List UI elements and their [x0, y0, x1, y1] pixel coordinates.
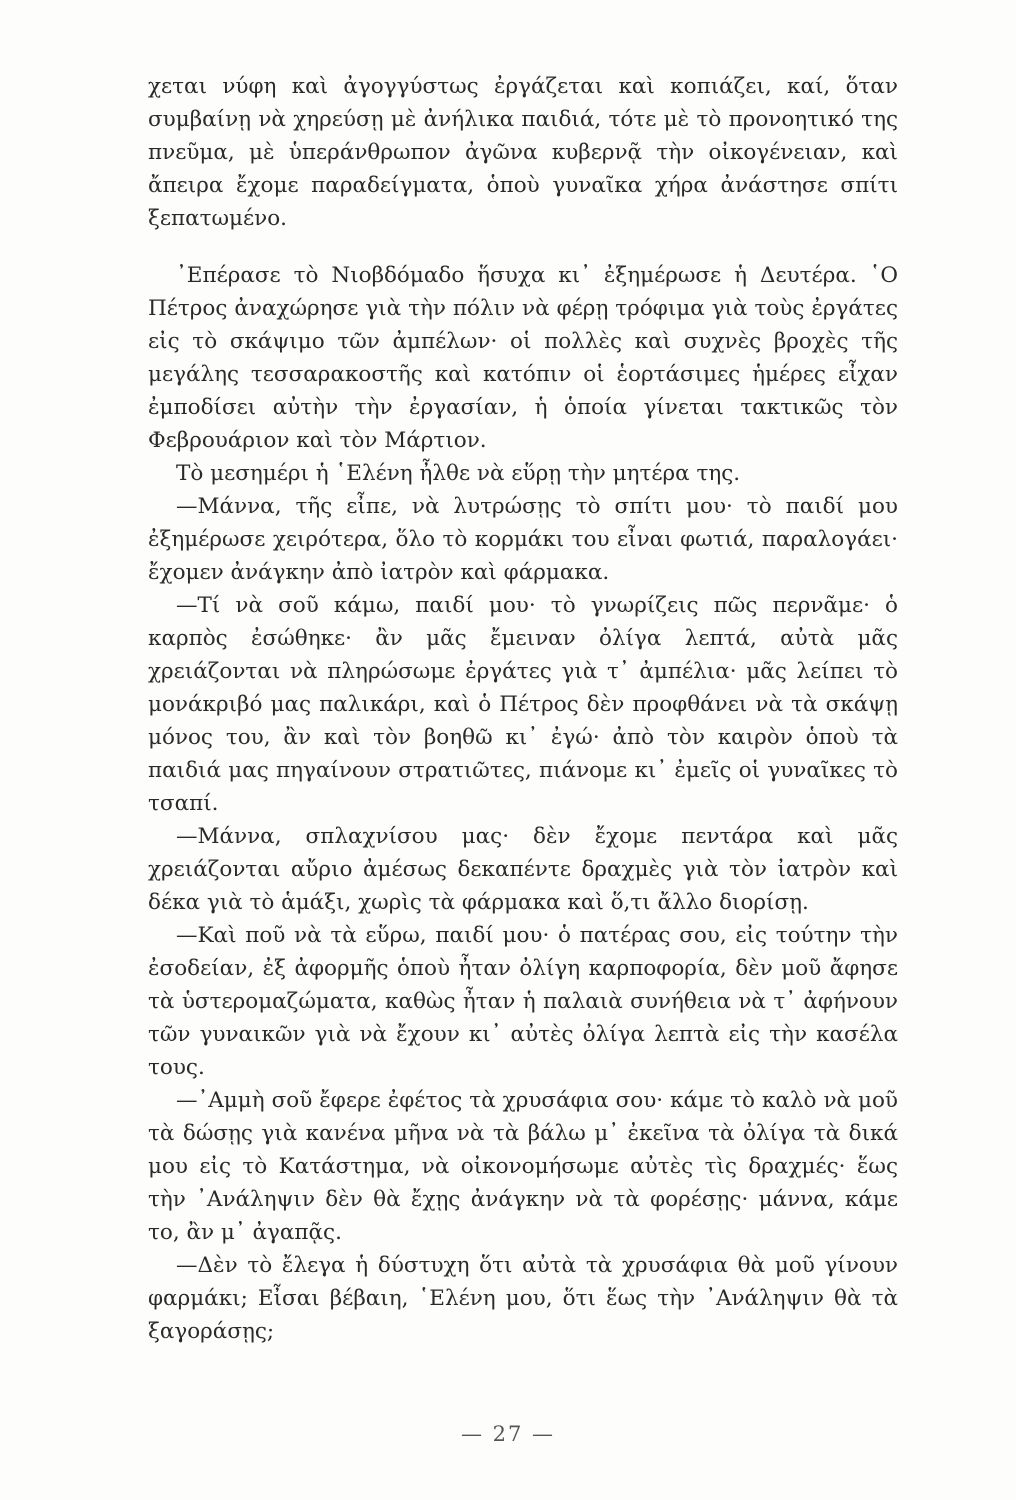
dialogue-paragraph: —᾽Αμμὴ σοῦ ἔφερε ἐφέτος τὰ χρυσάφια σου· κάμε τὸ καλὸ νὰ μοῦ τὰ δώσῃς γιὰ κανένα μῆνα νὰ τὰ βάλω μ᾽ ἐκεῖνα τὰ ὀλίγα τὰ δικά μου εἰς τὸ Κατάστημα, νὰ οἰκονομήσωμε αὐτὲς τὶς δραχμές· ἕως τὴν ᾽Ανάληψιν δὲν θὰ ἔχῃς ἀνάγκην νὰ τὰ φορέσῃς· μάννα, κάμε το, ἂν μ᾽ ἀγαπᾷς. [148, 1088, 898, 1245]
dialogue-paragraph: —Μάννα, τῆς εἶπε, νὰ λυτρώσῃς τὸ σπίτι μου· τὸ παιδί μου ἐξημέρωσε χειρότερα, ὅλο τὸ κορμάκι του εἶναι φωτιά, παραλογάει· ἔχομεν ἀνάγκην ἀπὸ ἰατρὸν καὶ φάρμακα. [148, 494, 898, 585]
dialogue-paragraph: —Καὶ ποῦ νὰ τὰ εὕρω, παιδί μου· ὁ πατέρας σου, εἰς τούτην τὴν ἐσοδείαν, ἐξ ἀφορμῆς ὁποὺ ἦταν ὀλίγη καρποφορία, δὲν μοῦ ἄφησε τὰ ὑστερομαζώματα, καθὼς ἦταν ἡ παλαιὰ συνήθεια νὰ τ᾽ ἀφήνουν τῶν γυναικῶν γιὰ νὰ ἔχουν κι᾽ αὐτὲς ὀλίγα λεπτὰ εἰς τὴν κασέλα τους. [148, 923, 898, 1080]
page-number: — 27 — [460, 1422, 556, 1446]
paragraph-continuation: χεται νύφη καὶ ἀγογγύστως ἐργάζεται καὶ κοπιάζει, καί, ὅταν συμβαίνῃ νὰ χηρεύσῃ μὲ ἀνήλικα παιδιά, τότε μὲ τὸ προνοητικό της πνεῦμα, μὲ ὑπεράνθρωπον ἀγῶνα κυβερνᾷ τὴν οἰκογένειαν, καὶ ἄπειρα ἔχομε παραδείγματα, ὁποὺ γυναῖκα χήρα ἀνάστησε σπίτι ξεπατωμένο. [148, 74, 898, 231]
paragraph: Τὸ μεσημέρι ἡ ῾Ελένη ἦλθε νὰ εὕρῃ τὴν μητέρα της. [176, 461, 741, 486]
body-text [148, 70, 898, 1348]
paragraph: ᾽Επέρασε τὸ Νιοβδόμαδο ἥσυχα κι᾽ ἐξημέρωσε ἡ Δευτέρα. ῾Ο Πέτρος ἀναχώρησε γιὰ τὴν πόλιν νὰ φέρῃ τρόφιμα γιὰ τοὺς ἐργάτες εἰς τὸ σκάψιμο τῶν ἀμπέλων· οἱ πολλὲς καὶ συχνὲς βροχὲς τῆς μεγάλης τεσσαρακοστῆς καὶ κατόπιν οἱ ἑορτάσιμες ἡμέρες εἶχαν ἐμποδίσει αὐτὴν τὴν ἐργασίαν, ἡ ὁποία γίνεται τακτικῶς τὸν Φεβρουάριον καὶ τὸν Μάρτιον. [148, 263, 898, 453]
dialogue-paragraph: —Τί νὰ σοῦ κάμω, παιδί μου· τὸ γνωρίζεις πῶς περνᾶμε· ὁ καρπὸς ἐσώθηκε· ἂν μᾶς ἔμειναν ὀλίγα λεπτά, αὐτὰ μᾶς χρειάζονται νὰ πληρώσωμε ἐργάτες γιὰ τ᾽ ἀμπέλια· μᾶς λείπει τὸ μονάκριβό μας παλικάρι, καὶ ὁ Πέτρος δὲν προφθάνει νὰ τὰ σκάψῃ μόνος του, ἂν καὶ τὸν βοηθῶ κι᾽ ἐγώ· ἀπὸ τὸν καιρὸν ὁποὺ τὰ παιδιά μας πηγαίνουν στρατιῶτες, πιάνομε κι᾽ ἐμεῖς οἱ γυναῖκες τὸ τσαπί. [148, 593, 898, 816]
dialogue-paragraph: —Μάννα, σπλαχνίσου μας· δὲν ἔχομε πεντάρα καὶ μᾶς χρειάζονται αὔριο ἀμέσως δεκαπέντε δραχμὲς γιὰ τὸν ἰατρὸν καὶ δέκα γιὰ τὸ ἁμάξι, χωρὶς τὰ φάρμακα καὶ ὅ,τι ἄλλο διορίσῃ. [148, 824, 898, 915]
dialogue-paragraph: —Δὲν τὸ ἔλεγα ἡ δύστυχη ὅτι αὐτὰ τὰ χρυσάφια θὰ μοῦ γίνουν φαρμάκι; Εἶσαι βέβαιη, ῾Ελένη μου, ὅτι ἕως τὴν ᾽Ανάληψιν θὰ τὰ ξαγοράσῃς; [148, 1253, 898, 1344]
